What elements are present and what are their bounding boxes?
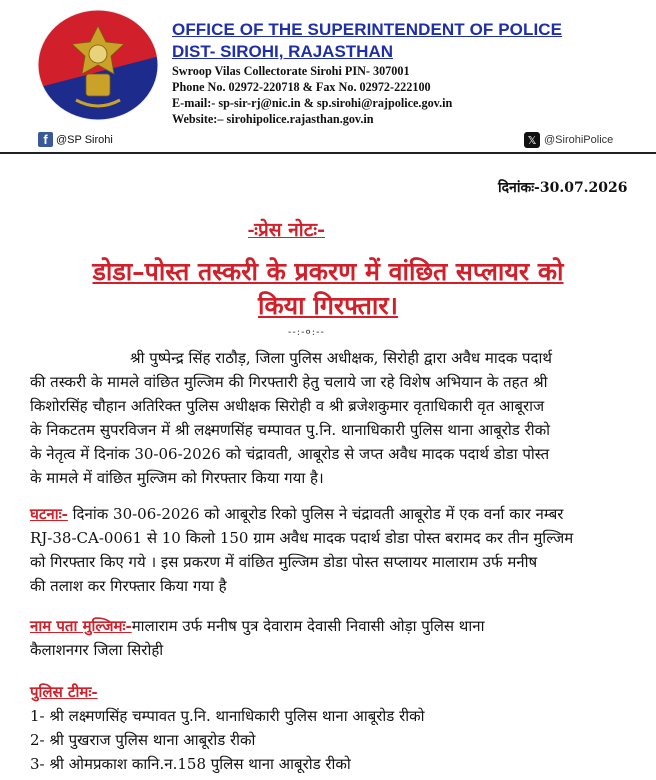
ornament-divider: --:-०:-- — [288, 327, 325, 338]
incident-line: को गिरफ्तार किए गये । इस प्रकरण में वांछित मुल्जिम डोडा पोस्त सप्लायर मालाराम उर्फ मनीष — [30, 553, 538, 571]
body-line: के मामले में वांछित मुल्जिम को गिरफ्तार किया गया है। — [30, 469, 324, 487]
team-section — [30, 680, 630, 776]
incident-section — [30, 502, 630, 598]
team-member: 2- श्री पुखराज पुलिस थाना आबूरोड रीको — [30, 731, 256, 749]
district-title: DIST- SIROHI, RAJASTHAN — [172, 42, 394, 61]
press-date: दिनांकः-30.07.2026 — [498, 180, 628, 196]
office-address: Swroop Vilas Collectorate Sirohi PIN- 307001 — [172, 64, 410, 78]
facebook-handle: @SP Sirohi — [56, 133, 113, 146]
body-line: के नेतृत्व में दिनांक 30-06-2026 को चंद्रावती, आबूरोड से जप्त अवैध मादक पदार्थ डोडा पोस्त — [30, 445, 550, 463]
body-line: किशोरसिंह चौहान अतिरिक्त पुलिस अधीक्षक सिरोही व श्री ब्रजेशकुमार वृताधिकारी वृत आबूराज — [30, 397, 545, 415]
body-paragraph — [30, 346, 630, 490]
headline-line-2: किया गिरफ्तार। — [257, 291, 399, 320]
team-member: 1- श्री लक्ष्मणसिंह चम्पावत पु.नि. थानाधिकारी पुलिस थाना आबूरोड रीको — [30, 707, 425, 725]
incident-label: घटनाः- — [30, 505, 68, 523]
accused-line: कैलाशनगर जिला सिरोही — [30, 641, 164, 659]
body-line: की तस्करी के मामले वांछित मुल्जिम की गिरफ्तारी हेतु चलाये जा रहे विशेष अभियान के तहत श्री — [30, 373, 548, 391]
facebook-link[interactable] — [38, 132, 113, 147]
office-phone: Phone No. 02972-220718 & Fax No. 02972-222100 — [172, 80, 431, 94]
team-member: 3- श्री ओमप्रकाश कानि.न.158 पुलिस थाना आबूरोड रीको — [30, 755, 351, 773]
x-logo-icon: 𝕏 — [524, 132, 540, 148]
incident-line: की तलाश कर गिरफ्तार किया गया है — [30, 577, 227, 595]
body-line: श्री पुष्पेन्द्र सिंह राठौड़, जिला पुलिस अधीक्षक, सिरोही द्वारा अवैध मादक पदार्थ — [130, 349, 552, 367]
accused-line: नाम पता मुल्जिमः-मालाराम उर्फ मनीष पुत्र देवाराम देवासी निवासी ओड़ा पुलिस थाना — [30, 617, 485, 635]
incident-line: RJ-38-CA-0061 से 10 किलो 150 ग्राम अवैध मादक पदार्थ डोडा पोस्त बरामद कर तीन मुल्जिम — [30, 529, 574, 547]
office-title: OFFICE OF THE SUPERINTENDENT OF POLICE — [172, 20, 563, 39]
headline-line-1: डोडा–पोस्त तस्करी के प्रकरण में वांछित सप्लायर को — [92, 257, 564, 286]
accused-section — [30, 614, 630, 662]
team-label-row — [30, 680, 630, 704]
incident-line: घटनाः- दिनांक 30-06-2026 को आबूरोड रिको पुलिस ने चंद्रावती आबूरोड में एक वर्ना कार नम्बर — [30, 505, 564, 523]
team-label: पुलिस टीमः- — [30, 683, 98, 701]
body-line: के निकटतम सुपरविजन में श्री लक्ष्मणसिंह चम्पावत पु.नि. थानाधिकारी पुलिस थाना आबूरोड रीको — [30, 421, 550, 439]
office-email: E-mail:- sp-sir-rj@nic.in & sp.sirohi@rajpolice.gov.in — [172, 96, 453, 110]
office-website: Website:– sirohipolice.rajasthan.gov.in — [172, 112, 374, 126]
facebook-icon: f — [38, 132, 53, 147]
accused-label: नाम पता मुल्जिमः- — [30, 617, 132, 635]
header-divider — [0, 152, 656, 154]
rajasthan-police-emblem-icon — [36, 8, 160, 122]
x-link[interactable] — [524, 132, 613, 148]
x-handle: @SirohiPolice — [544, 134, 614, 146]
press-note-heading: -ःप्रेस नोटः- — [248, 219, 325, 241]
